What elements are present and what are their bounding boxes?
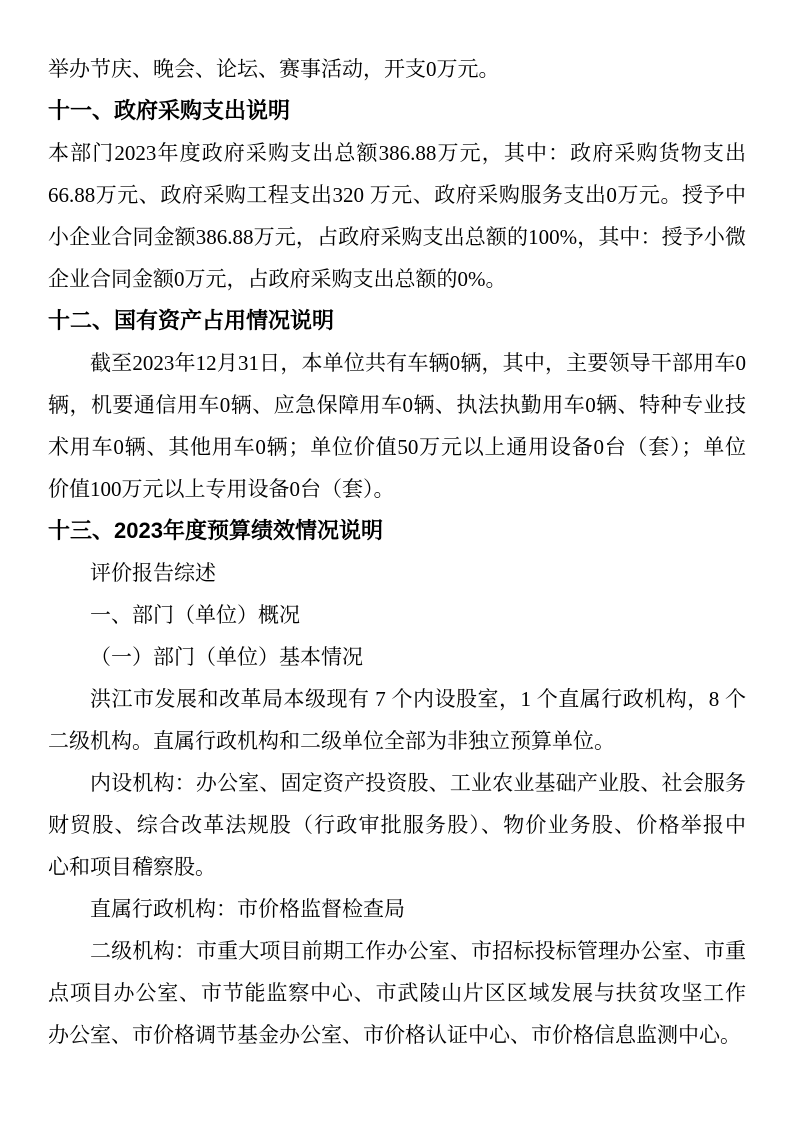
text-line: 小企业合同金额386.88万元，占政府采购支出总额的100%，其中：授予小微 [48, 225, 746, 249]
text-line: 内设机构：办公室、固定资产投资股、工业农业基础产业股、社会服务 [90, 771, 746, 795]
text-line: 术用车0辆、其他用车0辆；单位价值50万元以上通用设备0台（套）；单位 [48, 435, 746, 459]
text-line: 截至2023年12月31日，本单位共有车辆0辆，其中，主要领导干部用车0 [90, 351, 746, 375]
text-line: 本部门2023年度政府采购支出总额386.88万元，其中：政府采购货物支出 [48, 141, 746, 165]
section-heading-budget-performance: 十三、2023年度预算绩效情况说明 [48, 518, 383, 543]
text-line: 举办节庆、晚会、论坛、赛事活动，开支0万元。 [48, 57, 500, 81]
text-line: 心和项目稽察股。 [48, 855, 216, 879]
text-line: （一）部门（单位）基本情况 [90, 645, 363, 669]
text-line: 点项目办公室、市节能监察中心、市武陵山片区区域发展与扶贫攻坚工作 [48, 981, 746, 1005]
text-line: 价值100万元以上专用设备0台（套）。 [48, 477, 395, 501]
text-line: 一、部门（单位）概况 [90, 603, 300, 627]
text-line: 财贸股、综合改革法规股（行政审批服务股）、物价业务股、价格举报中 [48, 813, 746, 837]
text-line: 办公室、市价格调节基金办公室、市价格认证中心、市价格信息监测中心。 [48, 1023, 741, 1047]
section-heading-procurement: 十一、政府采购支出说明 [48, 98, 291, 123]
text-line: 二级机构。直属行政机构和二级单位全部为非独立预算单位。 [48, 729, 615, 753]
text-line: 辆，机要通信用车0辆、应急保障用车0辆、执法执勤用车0辆、特种专业技 [48, 393, 746, 417]
text-line: 二级机构：市重大项目前期工作办公室、市招标投标管理办公室、市重 [90, 939, 746, 963]
text-line: 企业合同金额0万元，占政府采购支出总额的0%。 [48, 267, 507, 291]
text-line: 66.88万元、政府采购工程支出320 万元、政府采购服务支出0万元。授予中 [48, 183, 746, 207]
text-line: 直属行政机构：市价格监督检查局 [90, 897, 405, 921]
text-line: 洪江市发展和改革局本级现有 7 个内设股室，1 个直属行政机构，8 个 [90, 687, 746, 711]
section-heading-state-assets: 十二、国有资产占用情况说明 [48, 308, 335, 333]
text-line: 评价报告综述 [90, 561, 216, 585]
